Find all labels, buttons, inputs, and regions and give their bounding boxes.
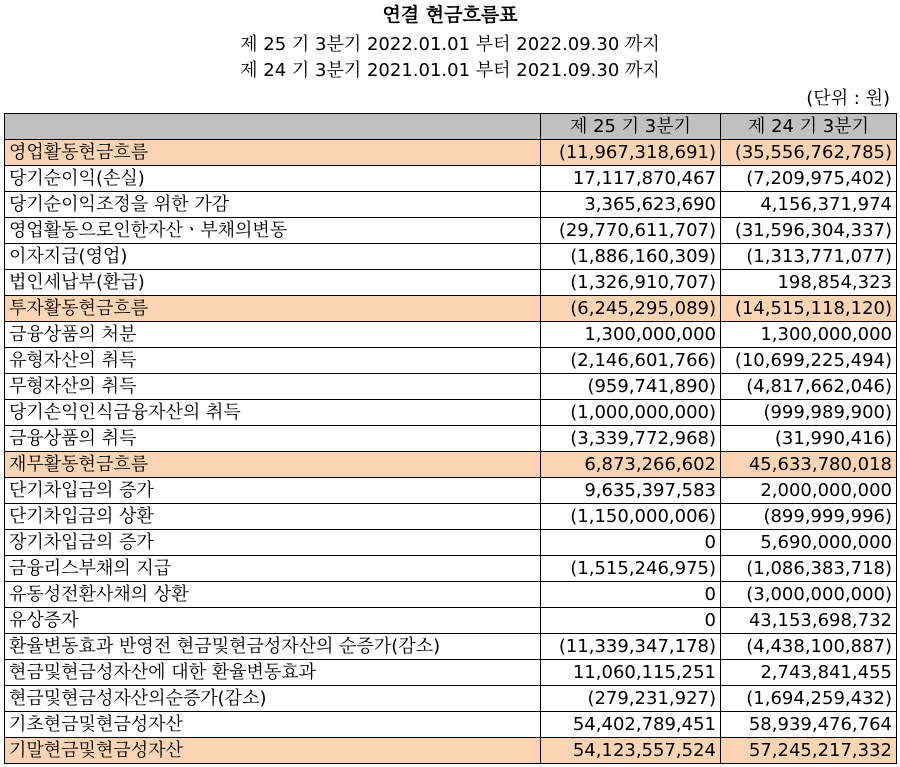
row-label: 현금및현금성자산에 대한 환율변동효과	[5, 660, 541, 686]
row-prior-value: 5,690,000,000	[721, 530, 897, 556]
table-row	[5, 140, 897, 166]
table-row	[5, 296, 897, 322]
table-row	[5, 400, 897, 426]
table-row	[5, 608, 897, 634]
row-label: 투자활동현금흐름	[5, 296, 541, 322]
row-current-value: (29,770,611,707)	[541, 218, 721, 244]
current-period-line: 제 25 기 3분기 2022.01.01 부터 2022.09.30 까지	[240, 34, 660, 55]
prior-period-line: 제 24 기 3분기 2021.01.01 부터 2021.09.30 까지	[240, 60, 660, 81]
row-prior-value: 2,000,000,000	[721, 478, 897, 504]
row-label: 금융리스부채의 지급	[5, 556, 541, 582]
table-row	[5, 504, 897, 530]
table-row	[5, 582, 897, 608]
table-row	[5, 738, 897, 764]
unit-label: (단위 : 원)	[806, 88, 890, 109]
row-label: 영업활동으로인한자산ㆍ부채의변동	[5, 218, 541, 244]
row-prior-value: (31,596,304,337)	[721, 218, 897, 244]
table-row	[5, 556, 897, 582]
table-body	[5, 140, 897, 764]
row-label: 영업활동현금흐름	[5, 140, 541, 166]
row-label: 금융상품의 처분	[5, 322, 541, 348]
row-prior-value: 198,854,323	[721, 270, 897, 296]
row-current-value: 54,123,557,524	[541, 738, 721, 764]
row-label: 기말현금및현금성자산	[5, 738, 541, 764]
row-label: 재무활동현금흐름	[5, 452, 541, 478]
table-row	[5, 712, 897, 738]
row-label: 이자지급(영업)	[5, 244, 541, 270]
table-row	[5, 348, 897, 374]
row-prior-value: (31,990,416)	[721, 426, 897, 452]
table-row	[5, 426, 897, 452]
row-label: 현금및현금성자산의순증가(감소)	[5, 686, 541, 712]
row-current-value: (3,339,772,968)	[541, 426, 721, 452]
row-prior-value: 57,245,217,332	[721, 738, 897, 764]
row-prior-value: 2,743,841,455	[721, 660, 897, 686]
row-label: 단기차입금의 상환	[5, 504, 541, 530]
row-current-value: (279,231,927)	[541, 686, 721, 712]
row-prior-value: (4,817,662,046)	[721, 374, 897, 400]
row-prior-value: 1,300,000,000	[721, 322, 897, 348]
row-prior-value: 43,153,698,732	[721, 608, 897, 634]
row-label: 기초현금및현금성자산	[5, 712, 541, 738]
table-header-row	[5, 114, 897, 140]
row-prior-value: (899,999,996)	[721, 504, 897, 530]
table-row	[5, 166, 897, 192]
table-row	[5, 478, 897, 504]
row-prior-value: (1,086,383,718)	[721, 556, 897, 582]
row-current-value: (6,245,295,089)	[541, 296, 721, 322]
row-current-value: 0	[541, 530, 721, 556]
row-label: 단기차입금의 증가	[5, 478, 541, 504]
header-prior-period: 제 24 기 3분기	[721, 114, 897, 140]
row-label: 당기순이익(손실)	[5, 166, 541, 192]
row-prior-value: 4,156,371,974	[721, 192, 897, 218]
table-row	[5, 660, 897, 686]
row-prior-value: 58,939,476,764	[721, 712, 897, 738]
row-prior-value: (4,438,100,887)	[721, 634, 897, 660]
row-current-value: (2,146,601,766)	[541, 348, 721, 374]
table-row	[5, 218, 897, 244]
row-label: 당기손익인식금융자산의 취득	[5, 400, 541, 426]
row-label: 당기순이익조정을 위한 가감	[5, 192, 541, 218]
row-current-value: (959,741,890)	[541, 374, 721, 400]
row-label: 환율변동효과 반영전 현금및현금성자산의 순증가(감소)	[5, 634, 541, 660]
row-label: 무형자산의 취득	[5, 374, 541, 400]
row-prior-value: (1,313,771,077)	[721, 244, 897, 270]
header-current-period: 제 25 기 3분기	[541, 114, 721, 140]
table-row	[5, 686, 897, 712]
row-current-value: (11,339,347,178)	[541, 634, 721, 660]
row-label: 유동성전환사채의 상환	[5, 582, 541, 608]
row-prior-value: (3,000,000,000)	[721, 582, 897, 608]
row-label: 법인세납부(환급)	[5, 270, 541, 296]
table-row	[5, 452, 897, 478]
table-row	[5, 192, 897, 218]
row-current-value: (1,000,000,000)	[541, 400, 721, 426]
statement-title: 연결 현금흐름표	[382, 4, 518, 26]
table-row	[5, 244, 897, 270]
row-label: 장기차입금의 증가	[5, 530, 541, 556]
row-prior-value: (7,209,975,402)	[721, 166, 897, 192]
row-prior-value: (10,699,225,494)	[721, 348, 897, 374]
row-current-value: 1,300,000,000	[541, 322, 721, 348]
row-prior-value: (1,694,259,432)	[721, 686, 897, 712]
table-row	[5, 374, 897, 400]
row-current-value: (1,515,246,975)	[541, 556, 721, 582]
row-current-value: (11,967,318,691)	[541, 140, 721, 166]
row-current-value: (1,886,160,309)	[541, 244, 721, 270]
table-row	[5, 530, 897, 556]
table-row	[5, 634, 897, 660]
row-current-value: 11,060,115,251	[541, 660, 721, 686]
row-current-value: 0	[541, 608, 721, 634]
row-prior-value: (35,556,762,785)	[721, 140, 897, 166]
table-row	[5, 270, 897, 296]
row-current-value: 17,117,870,467	[541, 166, 721, 192]
row-current-value: (1,150,000,006)	[541, 504, 721, 530]
table-row	[5, 322, 897, 348]
row-current-value: 54,402,789,451	[541, 712, 721, 738]
row-prior-value: (14,515,118,120)	[721, 296, 897, 322]
row-current-value: 3,365,623,690	[541, 192, 721, 218]
row-prior-value: 45,633,780,018	[721, 452, 897, 478]
row-current-value: 0	[541, 582, 721, 608]
cash-flow-table	[4, 113, 897, 764]
row-prior-value: (999,989,900)	[721, 400, 897, 426]
row-current-value: 6,873,266,602	[541, 452, 721, 478]
header-item-column	[5, 114, 541, 140]
row-label: 금융상품의 취득	[5, 426, 541, 452]
row-current-value: 9,635,397,583	[541, 478, 721, 504]
row-label: 유형자산의 취득	[5, 348, 541, 374]
row-label: 유상증자	[5, 608, 541, 634]
row-current-value: (1,326,910,707)	[541, 270, 721, 296]
